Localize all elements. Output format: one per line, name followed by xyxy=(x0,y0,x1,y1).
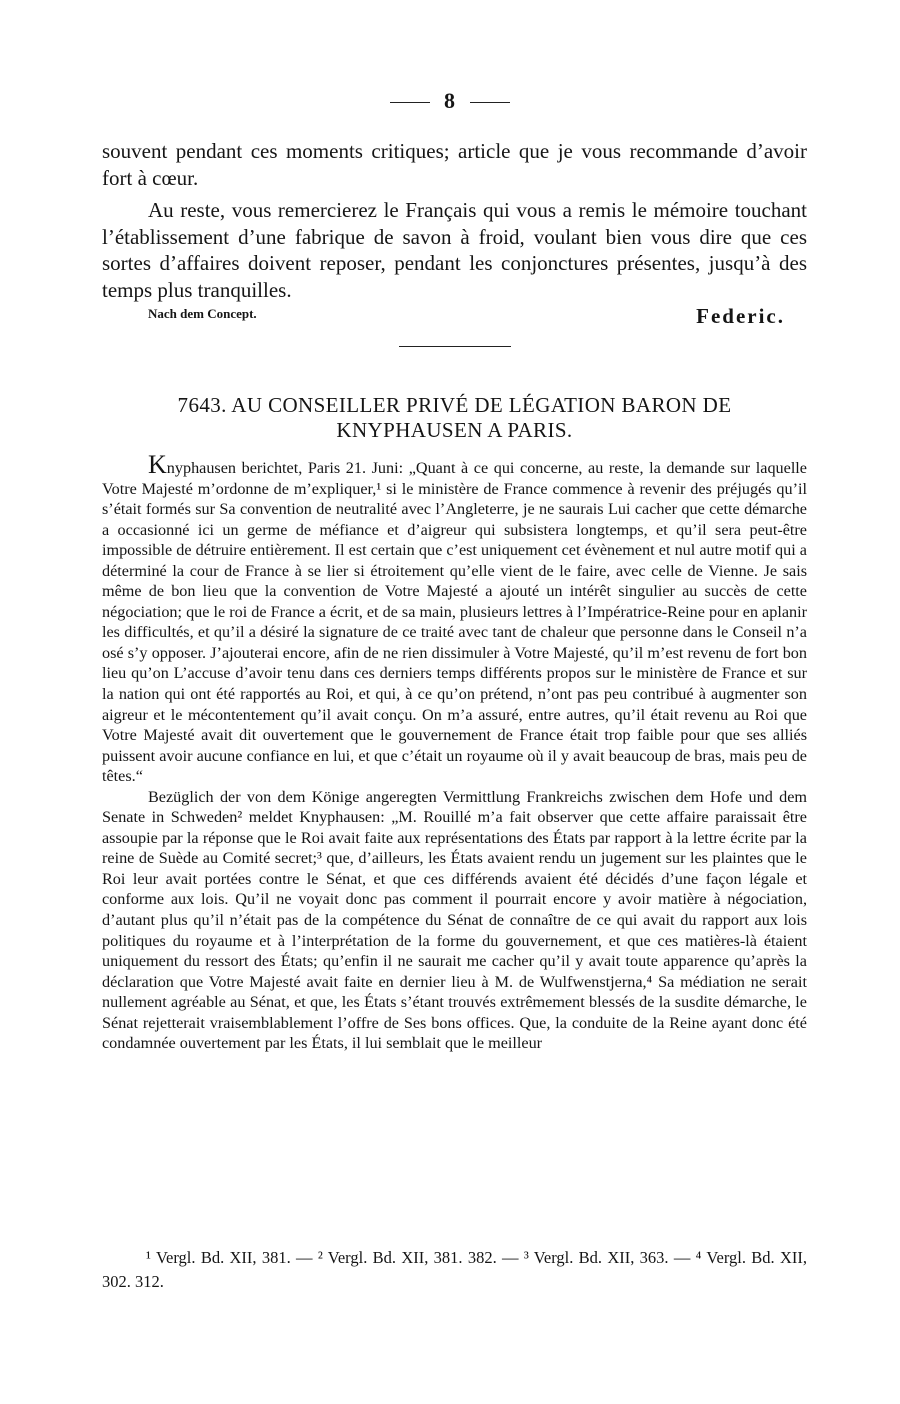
source-note: Nach dem Concept. xyxy=(148,306,257,321)
continued-paragraph: souvent pendant ces moments critiques; article que je vous recommande d’avoir fort à cœur. xyxy=(102,139,807,190)
footnotes xyxy=(102,1246,807,1294)
section-divider xyxy=(399,346,511,347)
continued-letter-text xyxy=(102,138,807,304)
page-number xyxy=(0,88,900,114)
page-number-value: 8 xyxy=(444,88,456,113)
drop-initial: K xyxy=(148,450,167,479)
body-paragraph-1-text: nyphausen berichtet, Paris 21. Juni: „Quant à ce qui concerne, au reste, la demande sur laquelle Votre Majesté m’ordonne de m’expliquer,¹ si le ministère de France commence à revenir des préjugés qu’il s’était formés sur Sa convention de neutralité avec l’Angleterre, je ne saurais Lui cacher que cette démarche a occasionné ici un germe de méfiance et d’aigreur qui subsistera longtemps, et qu’il sera peut-être impossible de détruire entièrement. Il est certain que c’est uniquement cet évènement et nul autre motif qui a déterminé la cour de France à se lier si étroitement qu’elle vient de le faire, avec celle de Vienne. Je sais même de bon lieu que la convention de Votre Majesté a ajouté un intérêt singulier au succès de cette négociation; que le roi de France a écrit, et de sa main, plusieurs lettres à l’Impératrice-Reine pour en aplanir les difficultés, et qu’il a désiré la signature de ce traité avec tant de chaleur que personne dans le Conseil n’a osé s’y opposer. J’ajouterai encore, afin de ne rien dissimuler à Votre Majesté, qu’il m’est revenu de fort bon lieu qu’on L’accuse d’avoir tenu dans ces derniers temps différents propos sur le ministère de France et sur la nation qui ont été rapportés au Roi, et qui, à ce qu’on prétend, n’ont pas peu contribué à augmenter son aigreur et le mécontentement qu’il avait conçu. On m’a assuré, entre autres, qu’il était revenu au Roi que Votre Majesté avait dit ouvertement que le gouvernement de France était trop faible pour que ses alliés puissent avoir aucune confiance en lui, et que c’était un royaume où il y avait beaucoup de bras, mais peu de têtes.“ xyxy=(102,459,807,786)
body-paragraph-1 xyxy=(102,450,807,787)
source-signature-line xyxy=(102,304,807,330)
signature: Federic. xyxy=(696,304,785,328)
letter-body xyxy=(102,450,807,1054)
heading-line-2: KNYPHAUSEN A PARIS. xyxy=(336,418,573,442)
page-number-dash-left xyxy=(390,102,430,103)
body-paragraph-2: Bezüglich der von dem Könige angeregten Vermittlung Frankreichs zwischen dem Hofe und dem Senate in Schweden² meldet Knyphausen: „M. Rouillé m’a fait observer que cette affaire paraissait être assoupie par la réponse que le Roi avait faite aux représentations des États par rapport à la lettre écrite par la reine de Suède au Comité secret;³ que, d’ailleurs, les États avaient rendu un jugement sur les plaintes que le Roi leur avait portées contre le Sénat, et que ces différends avaient été décidés d’une façon légale et conforme aux lois. Qu’il ne voyait donc pas comment il pourrait encore y avoir matière à négociation, d’autant plus qu’il n’était pas de la compétence du Sénat de connaître de ce qui avait du rapport aux lois politiques du royaume et à l’interprétation de la forme du gouvernement, et que ces matières-là étaient uniquement du ressort des États; qu’enfin il ne saurait me cacher qu’il y avait toute apparence qu’après la déclaration que Votre Majesté avait faite en dernier lieu à M. de Wulfwenstjerna,⁴ Sa médiation ne serait nullement agréable au Sénat, et que, les États s’étant trouvés extrêmement blessés de la susdite démarche, le Sénat rejetterait vraisemblablement l’offre de Ses bons offices. Que, la conduite de la Reine ayant donc été condamnée ouvertement par les États, il lui semblait que le meilleur xyxy=(102,787,807,1053)
closing-paragraph: Au reste, vous remercierez le Français qui vous a remis le mémoire touchant l’établissement d’une fabrique de savon à froid, voulant bien vous dire que ces sortes d’affaires doivent reposer, pendant les conjonctures présentes, jusqu’à des temps plus tranquilles. xyxy=(102,198,807,302)
letter-heading xyxy=(102,393,807,443)
page-number-dash-right xyxy=(470,102,510,103)
footnote-text: ¹ Vergl. Bd. XII, 381. — ² Vergl. Bd. XII, 381. 382. — ³ Vergl. Bd. XII, 363. — ⁴ Vergl. Bd. XII, 302. 312. xyxy=(102,1248,807,1291)
heading-line-1: 7643. AU CONSEILLER PRIVÉ DE LÉGATION BARON DE xyxy=(177,393,732,417)
